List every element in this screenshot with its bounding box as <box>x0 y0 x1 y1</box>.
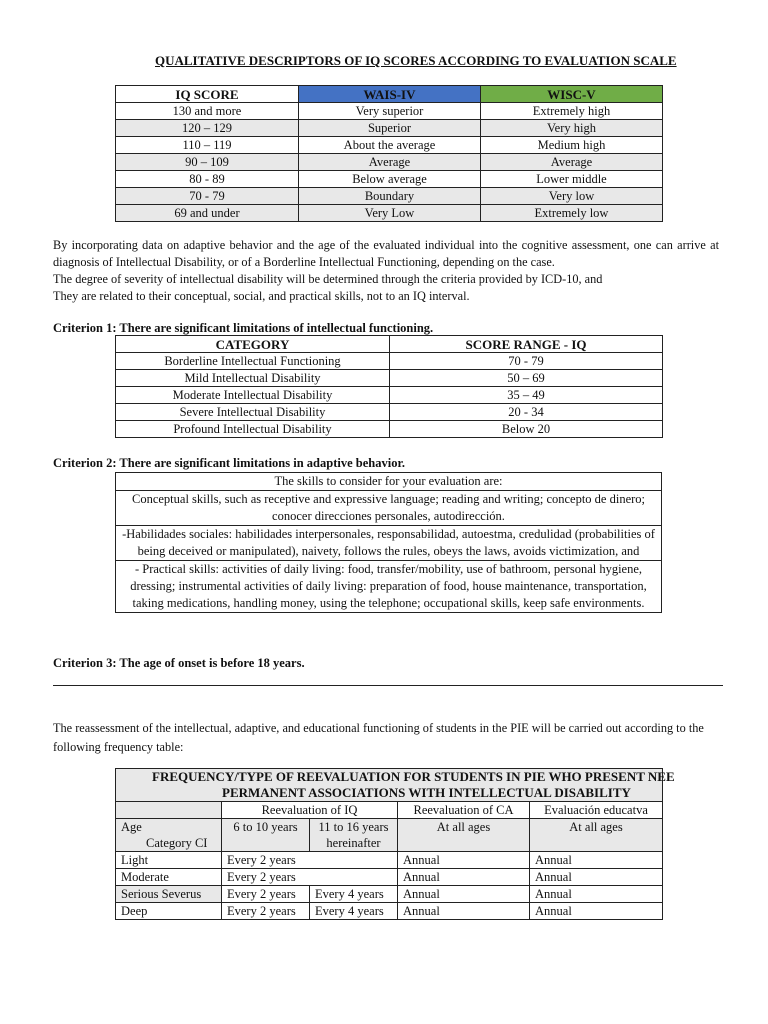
category-ci-label: Category CI <box>146 836 208 850</box>
group-header-row <box>116 802 663 819</box>
edu-frequency-cell: Annual <box>530 886 663 903</box>
paragraph-severity: The degree of severity of intellectual disability will be determined through the criteria provided by ICD-10, and <box>53 272 603 286</box>
table-row <box>116 120 663 137</box>
wisc-cell: Average <box>481 154 663 171</box>
table-row <box>116 154 663 171</box>
category-cell: Borderline Intellectual Functioning <box>116 353 390 370</box>
table-header-row <box>116 336 663 353</box>
edu-frequency-cell: Annual <box>530 903 663 920</box>
category-cell: Light <box>116 852 222 869</box>
horizontal-divider <box>53 685 723 686</box>
wais-cell: Very superior <box>299 103 481 120</box>
table-row <box>116 886 663 903</box>
ca-frequency-cell: Annual <box>398 903 530 920</box>
iq-score-cell: 120 – 129 <box>116 120 299 137</box>
edu-frequency-cell: Annual <box>530 869 663 886</box>
edu-frequency-cell: Annual <box>530 852 663 869</box>
frequency-table-caption <box>116 769 675 802</box>
header-category: CATEGORY <box>116 336 390 353</box>
iq-score-cell: 110 – 119 <box>116 137 299 154</box>
iq-frequency-cell: Every 2 years <box>222 869 398 886</box>
table-row <box>116 387 663 404</box>
wais-cell: Very Low <box>299 205 481 222</box>
criterion-3-heading: Criterion 3: The age of onset is before 18 years. <box>53 656 305 670</box>
table-row <box>116 353 663 370</box>
sub-header-edu-all-ages: At all ages <box>530 819 663 852</box>
table-row <box>116 171 663 188</box>
iq-score-cell: 70 - 79 <box>116 188 299 205</box>
iq-descriptors-table <box>115 85 663 222</box>
iq-score-cell: 69 and under <box>116 205 299 222</box>
wisc-cell: Very high <box>481 120 663 137</box>
ca-frequency-cell: Annual <box>398 852 530 869</box>
wisc-cell: Lower middle <box>481 171 663 188</box>
reassessment-paragraph: The reassessment of the intellectual, adaptive, and educational functioning of students in the PIE will be carried out according to the following frequency table: <box>53 721 704 754</box>
table-row <box>116 188 663 205</box>
iq-score-cell: 130 and more <box>116 103 299 120</box>
criterion-2-heading: Criterion 2: There are significant limitations in adaptive behavior. <box>53 456 405 470</box>
table-header-row <box>116 86 663 103</box>
wais-cell: About the average <box>299 137 481 154</box>
age-label: Age <box>121 820 142 834</box>
range-cell: 70 - 79 <box>390 353 663 370</box>
criterion-1-heading: Criterion 1: There are significant limitations of intellectual functioning. <box>53 321 434 335</box>
table-header-row <box>116 473 662 491</box>
table-row <box>116 421 663 438</box>
iq-score-cell: 90 – 109 <box>116 154 299 171</box>
sub-header-ca-all-ages: At all ages <box>398 819 530 852</box>
wisc-cell: Extremely high <box>481 103 663 120</box>
wais-cell: Boundary <box>299 188 481 205</box>
caption-line-1: FREQUENCY/TYPE OF REEVALUATION FOR STUDENTS IN PIE WHO PRESENT NEE <box>152 769 675 784</box>
table-row <box>116 852 663 869</box>
paragraph-diagnosis: By incorporating data on adaptive behavior and the age of the evaluated individual into the cognitive assessment, one can arrive at diagnosis of Intellectual Disability, or of a Borderline Intellectual Functioning, depending on the case. <box>53 238 719 269</box>
table-row <box>116 903 663 920</box>
table-row <box>116 404 663 421</box>
conceptual-skills-cell: Conceptual skills, such as receptive and expressive language; reading and writing; concepto de dinero; conocer direcciones personales, autodirección. <box>116 491 662 526</box>
table-row <box>116 370 663 387</box>
iq-frequency-cell: Every 2 years <box>222 886 310 903</box>
category-cell: Profound Intellectual Disability <box>116 421 390 438</box>
skills-header: The skills to consider for your evaluation are: <box>116 473 662 491</box>
iq-frequency-cell: Every 2 years <box>222 852 398 869</box>
sub-header-6-10: 6 to 10 years <box>222 819 310 852</box>
header-wais-iv: WAIS-IV <box>299 86 481 103</box>
table-row <box>116 137 663 154</box>
category-cell: Mild Intellectual Disability <box>116 370 390 387</box>
wais-cell: Average <box>299 154 481 171</box>
iq-score-cell: 80 - 89 <box>116 171 299 188</box>
caption-line-2: PERMANENT ASSOCIATIONS WITH INTELLECTUAL DISABILITY <box>222 785 631 800</box>
wisc-cell: Extremely low <box>481 205 663 222</box>
category-cell: Moderate Intellectual Disability <box>116 387 390 404</box>
category-cell: Serious Severus <box>116 886 222 903</box>
table-caption-row <box>116 769 663 802</box>
page-title: QUALITATIVE DESCRIPTORS OF IQ SCORES ACCORDING TO EVALUATION SCALE <box>155 53 677 68</box>
range-cell: 20 - 34 <box>390 404 663 421</box>
ca-frequency-cell: Annual <box>398 886 530 903</box>
category-cell: Deep <box>116 903 222 920</box>
paragraph-skills: They are related to their conceptual, social, and practical skills, not to an IQ interval. <box>53 289 470 303</box>
empty-corner-cell <box>116 802 222 819</box>
table-row <box>116 103 663 120</box>
ca-frequency-cell: Annual <box>398 869 530 886</box>
wais-cell: Below average <box>299 171 481 188</box>
iq-frequency-cell: Every 2 years <box>222 903 310 920</box>
range-cell: 35 – 49 <box>390 387 663 404</box>
skills-table <box>115 472 662 613</box>
wisc-cell: Very low <box>481 188 663 205</box>
category-table <box>115 335 663 438</box>
header-educational-evaluation: Evaluación educatva <box>530 802 663 819</box>
iq-frequency-cell: Every 4 years <box>310 903 398 920</box>
category-cell: Severe Intellectual Disability <box>116 404 390 421</box>
intro-paragraphs <box>53 237 719 305</box>
category-cell: Moderate <box>116 869 222 886</box>
header-iq-score: IQ SCORE <box>116 86 299 103</box>
table-row <box>116 869 663 886</box>
header-score-range: SCORE RANGE - IQ <box>390 336 663 353</box>
table-row <box>116 561 662 613</box>
table-row <box>116 491 662 526</box>
range-cell: Below 20 <box>390 421 663 438</box>
table-row <box>116 205 663 222</box>
iq-frequency-cell: Every 4 years <box>310 886 398 903</box>
wais-cell: Superior <box>299 120 481 137</box>
table-row <box>116 526 662 561</box>
age-category-cell <box>116 819 222 852</box>
practical-skills-cell: - Practical skills: activities of daily living: food, transfer/mobility, use of bathroom, personal hygiene, dressing; instrumental activities of daily living: preparation of food, house maintenance, transportation, taking medications, handling money, using the telephone; occupational skills, keep safe environments. <box>116 561 662 613</box>
header-wisc-v: WISC-V <box>481 86 663 103</box>
sub-header-row <box>116 819 663 852</box>
frequency-table <box>115 768 675 920</box>
social-skills-cell: -Habilidades sociales: habilidades interpersonales, responsabilidad, autoestma, credulidad (probabilities of being deceived or manipulated), naivety, follows the rules, obeys the laws, avoids victimization, and <box>116 526 662 561</box>
sub-header-11-16: 11 to 16 years hereinafter <box>310 819 398 852</box>
header-reevaluation-iq: Reevaluation of IQ <box>222 802 398 819</box>
wisc-cell: Medium high <box>481 137 663 154</box>
header-reevaluation-ca: Reevaluation of CA <box>398 802 530 819</box>
range-cell: 50 – 69 <box>390 370 663 387</box>
